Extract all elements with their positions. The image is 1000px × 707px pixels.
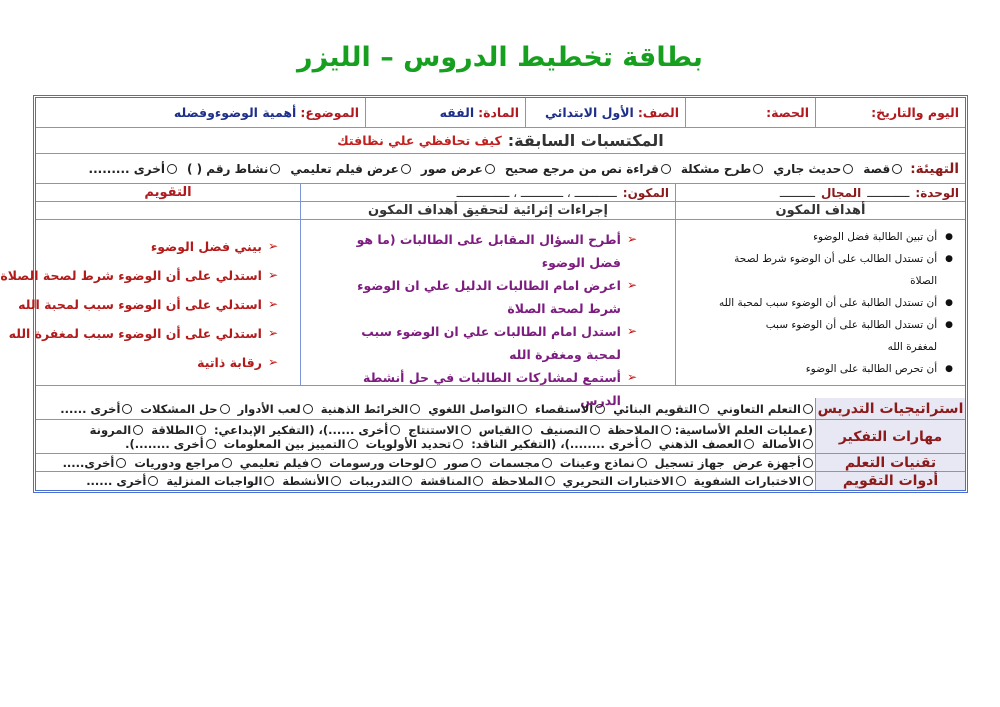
evaluation-item: ➢ بيني فضل الوضوء (151, 232, 278, 261)
tech-options (40, 454, 813, 471)
strategy-option[interactable]: حل المشكلات (140, 402, 229, 416)
radio-circle-icon (753, 164, 763, 174)
radio-circle-icon (590, 425, 600, 435)
evaluation-header: التقويم (144, 185, 192, 200)
radio-circle-icon (270, 164, 280, 174)
radio-circle-icon (699, 404, 709, 414)
thinking-option[interactable]: القياس (479, 423, 532, 437)
radio-circle-icon (148, 476, 158, 486)
thinking-options (40, 420, 813, 453)
arrow-icon: ➢ (267, 326, 278, 340)
header-row (36, 98, 965, 128)
radio-circle-icon (641, 439, 651, 449)
radio-circle-icon (331, 476, 341, 486)
objective-item: ● أن تستدل الطالبة على أن الوضوء سبب لمحبة الله (719, 292, 953, 314)
assessment-option[interactable]: الواجبات المنزلية (166, 474, 274, 488)
radio-circle-icon (545, 476, 555, 486)
tech-option[interactable]: صور (444, 456, 481, 470)
assessment-label: أدوات التقويم (815, 472, 965, 490)
objectives-header-cell (675, 202, 965, 219)
domain-line: ــــــــــ (779, 185, 815, 200)
unit-row (36, 184, 965, 202)
topic-value: أهمية الوضوءوفضله (173, 105, 297, 120)
arrow-icon: ➢ (267, 297, 278, 311)
radio-circle-icon (517, 404, 527, 414)
evaluation-cell (0, 220, 300, 385)
bullet-icon: ● (945, 320, 953, 330)
tech-option[interactable]: أخرى..... (63, 456, 127, 470)
thinking-option[interactable]: التمييز بين المعلومات (224, 437, 358, 451)
objective-item: ● أن تستدل الطالب على أن الوضوء شرط لصحة الصلاة (727, 248, 953, 292)
strategies-row (36, 398, 965, 420)
strategy-option[interactable]: الاستقصاء (535, 402, 605, 416)
page-title: بطاقة تخطيط الدروس – الليزر (297, 42, 703, 73)
procedures-header: إجراءات إثرائية لتحقيق أهداف المكون (368, 203, 608, 218)
radio-circle-icon (167, 164, 177, 174)
radio-circle-icon (803, 404, 813, 414)
radio-circle-icon (390, 425, 400, 435)
strategy-option[interactable]: التعلم التعاوني (717, 402, 813, 416)
thinking-row (36, 420, 965, 454)
assessment-option[interactable]: الاختبارات الشفوية (694, 474, 813, 488)
component-label: المكون: (622, 185, 669, 200)
radio-circle-icon (264, 476, 274, 486)
tech-option[interactable]: أجهزة عرض (733, 456, 813, 470)
bullet-icon: ● (945, 364, 953, 374)
radio-circle-icon (542, 458, 552, 468)
intro-option[interactable]: قراءة نص من مرجع صحيح (505, 162, 671, 176)
strategies-label: استراتيجيات التدريس (815, 398, 965, 419)
arrow-icon: ➢ (267, 239, 278, 253)
date-cell (815, 98, 965, 127)
radio-circle-icon (410, 404, 420, 414)
assessment-options (40, 472, 813, 490)
prior-knowledge-value: كيف تحافظي علي نظافتك (337, 133, 502, 148)
date-label: اليوم والتاريخ: (871, 105, 959, 120)
tech-option[interactable]: جهاز تسجيل (654, 455, 725, 470)
evaluation-item: ➢ استدلي على أن الوضوء سبب لمغفرة الله (9, 319, 278, 348)
evaluation-item: ➢ استدلي على أن الوضوء سبب لمحبة الله (18, 290, 278, 319)
assessment-option[interactable]: المناقشة (420, 474, 483, 488)
thinking-option[interactable]: أخرى ........). (125, 437, 216, 451)
radio-circle-icon (661, 164, 671, 174)
objectives-header: أهداف المكون (775, 203, 866, 218)
assessment-option[interactable]: الأنشطة (282, 474, 341, 488)
subject-label: المادة: (478, 105, 519, 120)
radio-circle-icon (401, 164, 411, 174)
radio-circle-icon (348, 439, 358, 449)
lesson-plan-card (0, 95, 968, 493)
prior-knowledge-label: المكتسبات السابقة: (507, 131, 664, 150)
assessment-option[interactable]: الملاحظة (491, 474, 554, 488)
strategy-option[interactable]: الخرائط الذهنية (321, 402, 421, 416)
radio-circle-icon (196, 425, 206, 435)
tech-row (36, 454, 965, 472)
intro-option[interactable]: عرض صور (421, 162, 495, 176)
grade-cell (525, 98, 685, 127)
intro-row (36, 154, 965, 184)
topic-label: الموضوع: (300, 105, 359, 120)
tech-option[interactable]: مراجع ودوريات (134, 456, 231, 470)
radio-circle-icon (803, 439, 813, 449)
thinking-option[interactable]: أخرى ......)، (التفكير الإبداعي: (214, 423, 400, 437)
thinking-option[interactable]: تحديد الأولويات (366, 437, 464, 451)
thinking-label: مهارات التفكير (815, 420, 965, 453)
unit-label: الوحدة: (915, 185, 959, 200)
assessment-row (36, 472, 965, 490)
thinking-option[interactable]: العصف الذهني (659, 437, 754, 451)
radio-circle-icon (133, 425, 143, 435)
radio-circle-icon (311, 458, 321, 468)
procedures-cell (300, 220, 675, 408)
subheader-row (36, 202, 965, 220)
arrow-icon: ➢ (626, 232, 637, 246)
radio-circle-icon (206, 439, 216, 449)
procedure-item: ➢ أستمع لمشاركات الطالبات في حل أنشطة الدرس (341, 366, 637, 412)
thinking-prefix: (عمليات العلم الأساسية: (674, 422, 813, 437)
radio-circle-icon (843, 164, 853, 174)
radio-circle-icon (595, 404, 605, 414)
radio-circle-icon (471, 458, 481, 468)
component-cell (300, 184, 675, 201)
thinking-line-1 (40, 423, 813, 437)
assessment-option[interactable]: أخرى ...... (86, 474, 158, 488)
tech-option[interactable]: مجسمات (489, 456, 552, 470)
arrow-icon: ➢ (626, 278, 637, 292)
radio-circle-icon (803, 476, 813, 486)
thinking-option[interactable]: المرونة (90, 423, 144, 437)
evaluation-header-cell (36, 184, 300, 201)
bullet-icon: ● (945, 254, 953, 264)
arrow-icon: ➢ (626, 324, 637, 338)
grade-value: الأول الابتدائي (545, 105, 634, 120)
thinking-option[interactable]: الأصالة (762, 437, 813, 451)
radio-circle-icon (222, 458, 232, 468)
radio-circle-icon (485, 164, 495, 174)
objective-item: ● أن تستدل الطالبة على أن الوضوء سبب لمغفرة الله (737, 314, 953, 358)
intro-option[interactable]: أخرى ......... (89, 162, 177, 176)
assessment-option[interactable]: الاختبارات التحريري (563, 474, 686, 488)
procedure-item: ➢ استدل امام الطالبات علي ان الوضوء سبب لمحبة ومغفرة الله (341, 320, 637, 366)
component-value: ــــــــــــ ، ــــــــــــ ، ـــــــــــــــ (456, 185, 617, 200)
arrow-icon: ➢ (267, 355, 278, 369)
prior-knowledge-row (36, 128, 965, 154)
subject-cell (365, 98, 525, 127)
intro-option[interactable]: عرض فيلم تعليمي (290, 162, 411, 176)
thinking-line-2 (40, 437, 813, 451)
radio-circle-icon (676, 476, 686, 486)
thinking-option[interactable]: الطلاقة (151, 423, 206, 437)
evaluation-item: ➢ استدلي على أن الوضوء شرط لصحة الصلاة (0, 261, 278, 290)
thinking-option[interactable]: أخرى ........)، (التفكير الناقد: (471, 437, 651, 451)
radio-circle-icon (744, 439, 754, 449)
intro-option[interactable]: حديث جاري (773, 162, 853, 176)
radio-circle-icon (892, 164, 902, 174)
radio-circle-icon (116, 458, 126, 468)
tech-option[interactable]: لوحات ورسومات (329, 456, 436, 470)
objectives-cell (675, 220, 965, 385)
strategies-options (40, 398, 813, 419)
bullet-icon: ● (945, 298, 953, 308)
radio-circle-icon (426, 458, 436, 468)
evaluation-item: ➢ رقابة ذاتية (197, 348, 278, 377)
radio-circle-icon (402, 476, 412, 486)
objective-item: ● أن تبين الطالبة فضل الوضوء (813, 226, 953, 248)
strategy-option[interactable]: أخرى ...... (60, 402, 132, 416)
subject-value: الفقه (439, 105, 475, 120)
radio-circle-icon (522, 425, 532, 435)
radio-circle-icon (637, 458, 647, 468)
tech-label: تقنيات التعلم (815, 454, 965, 471)
period-label: الحصة: (766, 105, 809, 120)
assessment-option[interactable]: التدريبات (349, 474, 412, 488)
intro-label: التهيئة: (910, 160, 959, 177)
intro-option[interactable]: قصة (863, 162, 902, 176)
strategy-option[interactable]: التواصل اللغوي (428, 402, 527, 416)
procedure-item: ➢ اعرض امام الطالبات الدليل علي ان الوضوء شرط لصحة الصلاة (341, 274, 637, 320)
thinking-option[interactable]: الملاحظة (608, 423, 671, 437)
tech-option[interactable]: نماذج وعينات (560, 456, 647, 470)
tech-option[interactable]: فيلم تعليمي (240, 456, 321, 470)
intro-option[interactable]: نشاط رقم ( ) (187, 162, 280, 176)
intro-option[interactable]: طرح مشكلة (681, 162, 763, 176)
radio-circle-icon (473, 476, 483, 486)
domain-label: المجال (820, 185, 862, 200)
radio-circle-icon (461, 425, 471, 435)
objective-item: ● أن تحرص الطالبة على الوضوء (806, 358, 953, 380)
unit-line: ــــــــــــ (867, 185, 910, 200)
radio-circle-icon (220, 404, 230, 414)
strategy-option[interactable]: لعب الأدوار (238, 402, 313, 416)
content-row (0, 220, 965, 408)
period-cell (685, 98, 815, 127)
thinking-option[interactable]: الاستنتاج (408, 423, 471, 437)
bullet-icon: ● (945, 232, 953, 242)
arrow-icon: ➢ (267, 268, 278, 282)
procedures-header-cell (300, 202, 675, 219)
grade-label: الصف: (637, 105, 679, 120)
topic-cell (36, 98, 365, 127)
thinking-option[interactable]: التصنيف (540, 423, 599, 437)
strategy-option[interactable]: التقويم البنائي (613, 402, 709, 416)
unit-cell (675, 184, 965, 201)
radio-circle-icon (303, 404, 313, 414)
arrow-icon: ➢ (626, 370, 637, 384)
radio-circle-icon (661, 425, 671, 435)
radio-circle-icon (122, 404, 132, 414)
radio-circle-icon (803, 458, 813, 468)
radio-circle-icon (453, 439, 463, 449)
procedure-item: ➢ أطرح السؤال المقابل على الطالبات (ما هو فضل الوضوء (341, 228, 637, 274)
